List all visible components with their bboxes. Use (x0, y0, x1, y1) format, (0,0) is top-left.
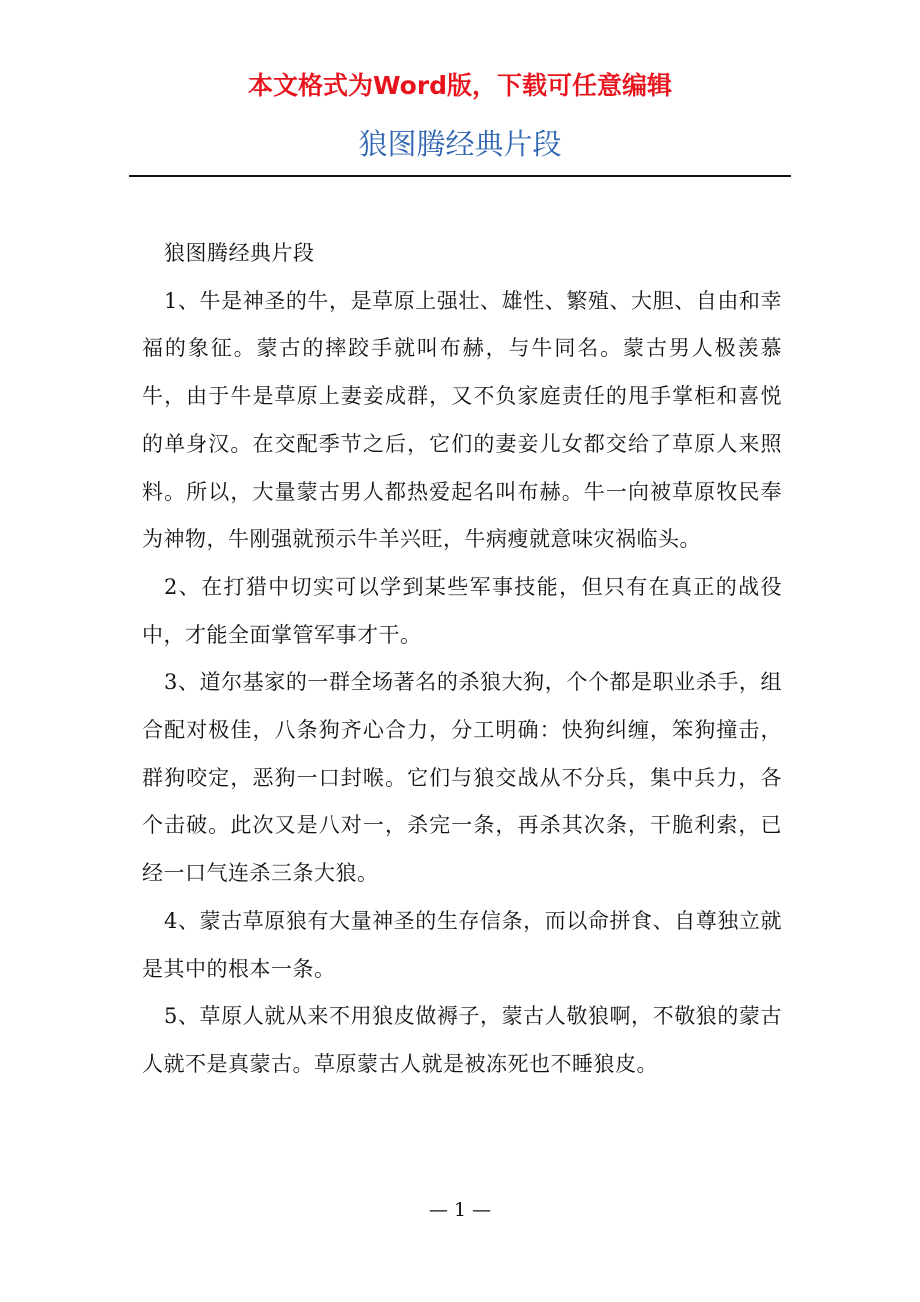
document-body (142, 230, 782, 1089)
subtitle-paragraph: 狼图腾经典片段 (164, 241, 315, 265)
paragraph-4: 4、蒙古草原狼有大量神圣的生存信条，而以命拼食、自尊独立就是其中的根本一条。 (142, 908, 782, 981)
format-notice-banner: 本文格式为Word版，下载可任意编辑 (247, 71, 673, 100)
paragraph-3: 3、道尔基家的一群全场著名的杀狼大狗，个个都是职业杀手，组合配对极佳，八条狗齐心合力，分工明确：快狗纠缠，笨狗撞击，群狗咬定，恶狗一口封喉。它们与狼交战从不分兵，集中兵力，各个击破。此次又是八对一，杀完一条，再杀其次条，干脆利索，已经一口气连杀三条大狼。 (142, 670, 782, 886)
document-title: 狼图腾经典片段 (358, 127, 562, 161)
paragraph-5: 5、草原人就从来不用狼皮做褥子，蒙古人敬狼啊，不敬狼的蒙古人就不是真蒙古。草原蒙古人就是被冻死也不睡狼皮。 (142, 1004, 782, 1076)
page-number: — 1 — (428, 1199, 492, 1221)
paragraph-2: 2、在打猎中切实可以学到某些军事技能，但只有在真正的战役中，才能全面掌管军事才干。 (142, 574, 782, 647)
title-divider (129, 175, 791, 177)
paragraph-1: 1、牛是神圣的牛，是草原上强壮、雄性、繁殖、大胆、自由和幸福的象征。蒙古的摔跤手就叫布赫，与牛同名。蒙古男人极羡慕牛，由于牛是草原上妻妾成群，又不负家庭责任的甩手掌柜和喜悦的单身汉。在交配季节之后，它们的妻妾儿女都交给了草原人来照料。所以，大量蒙古男人都热爱起名叫布赫。牛一向被草原牧民奉为神物，牛刚强就预示牛羊兴旺，牛病瘦就意味灾祸临头。 (142, 288, 782, 552)
